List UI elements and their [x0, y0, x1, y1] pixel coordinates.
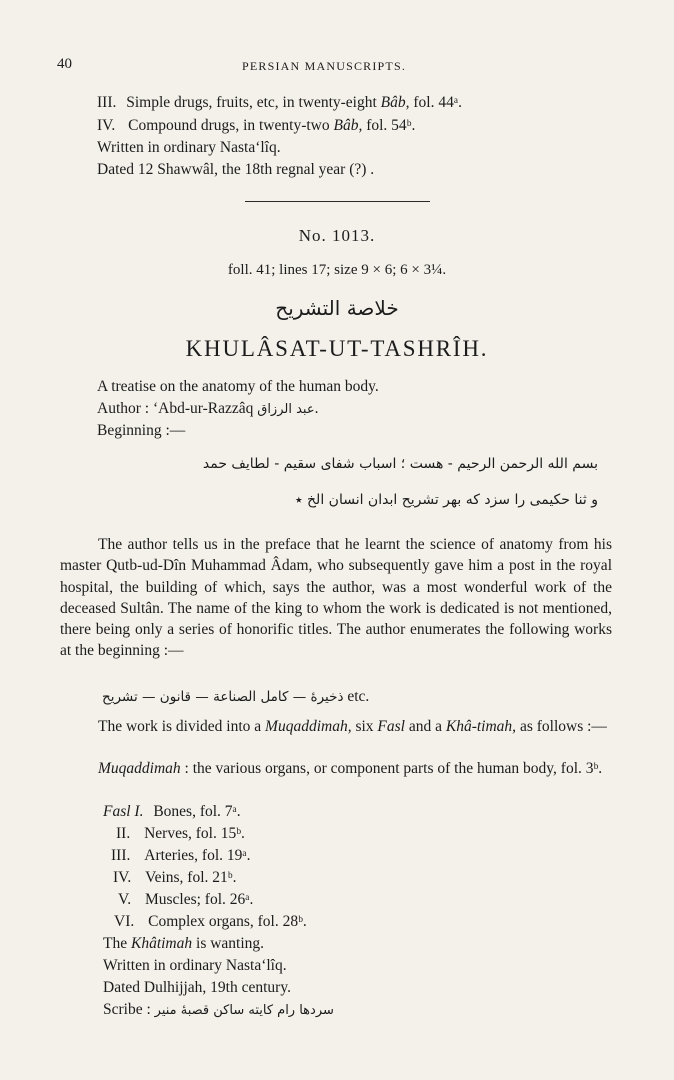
- prev-item-3: [97, 92, 462, 113]
- entry-number: No. 1013.: [298, 226, 376, 245]
- fasl-text: Arteries, fol. 19ᵃ.: [144, 847, 251, 864]
- author-name: ‘Abd-ur-Razzâq: [152, 400, 254, 417]
- author-label: Author :: [97, 400, 150, 417]
- item-folio: fol. 44ᵃ.: [413, 94, 462, 111]
- paragraph-text: The author tells us in the preface that he learnt the science of anatomy from his master Qutb-ud-Dîn Muhammad Âdam, who subsequently gave him a post in the royal hospital, the building of which, says the author, was a most wonderful work of the deceased Sultân. The name of the king to whom the work is dedicated is not mentioned, there being only a series of honorific titles. The author enumerates the following works at the beginning :—: [60, 536, 612, 660]
- fasl-number: VI.: [114, 913, 135, 930]
- term-muqaddimah: Muqaddimah,: [265, 718, 352, 735]
- fasl-item-3: [111, 845, 251, 866]
- running-title: PERSIAN MANUSCRIPTS.: [242, 59, 407, 73]
- page-number: 40: [57, 56, 72, 72]
- fasl-number: II.: [116, 825, 131, 842]
- scribe-line: [103, 999, 334, 1021]
- item-term: Bâb,: [380, 94, 410, 111]
- text-span: as follows :—: [519, 718, 607, 735]
- fasl-text: Veins, fol. 21ᵇ.: [145, 869, 237, 886]
- khatimah-line: [103, 933, 264, 954]
- term-khatimah: Khâtimah: [130, 935, 193, 952]
- author-line: Author : ‘Abd-ur-Razzâq عبد الرزاق.: [97, 400, 319, 417]
- works-etc: etc.: [347, 688, 370, 705]
- term-khatimah: Khâ-timah,: [445, 718, 517, 735]
- entry-title: KHULÂSAT-UT-TASHRÎH.: [185, 336, 489, 361]
- fasl-number: III.: [111, 847, 131, 864]
- item-text: Simple drugs, fruits, etc, in twenty-eight: [126, 94, 377, 111]
- fasl-item-4: [113, 867, 236, 888]
- fasl-number: IV.: [113, 869, 132, 886]
- fasl-text: Nerves, fol. 15ᵇ.: [144, 825, 245, 842]
- body-paragraph-2: [60, 716, 612, 737]
- text-span: six: [355, 718, 374, 735]
- text-span: The work is divided into a: [98, 718, 262, 735]
- beginning-text-line-1: بسم الله الرحمن الرحيم - هست ؛ اسباب شفای سقیم - لطایف حمد: [202, 456, 598, 472]
- entry-details: foll. 41; lines 17; size 9 × 6; 6 × 3¼.: [227, 262, 447, 278]
- paragraph-text: [60, 716, 612, 737]
- scribe-label: Scribe :: [103, 1001, 151, 1018]
- works-line: [102, 688, 369, 706]
- description: A treatise on the anatomy of the human body.: [97, 378, 379, 395]
- text-span: is wanting.: [196, 935, 265, 952]
- item-folio: fol. 54ᵇ.: [366, 117, 416, 134]
- scribe-arabic: سردها رام کایته ساکن قصبهٔ منیر: [154, 1003, 334, 1018]
- fasl-item-5: [118, 889, 253, 910]
- body-paragraph-1: [60, 534, 612, 662]
- fasl-text: Complex organs, fol. 28ᵇ.: [148, 913, 307, 930]
- fasl-number: Fasl I.: [103, 803, 144, 820]
- beginning-label: Beginning :—: [97, 422, 186, 439]
- author-arabic: عبد الرزاق: [257, 402, 315, 417]
- fasl-item-2: [116, 823, 245, 844]
- text-span: The: [103, 935, 128, 952]
- text-span: and a: [408, 718, 442, 735]
- muqaddimah-label: Muqaddimah: [98, 760, 181, 777]
- muqaddimah-text: : the various organs, or component parts of the human body, fol. 3ᵇ.: [184, 760, 603, 777]
- arabic-title: خلاصة التشريح: [275, 296, 399, 320]
- prev-item-4: [97, 115, 415, 136]
- works-arabic: ذخیرهٔ — کامل الصناعة — قانون — تشریح: [102, 689, 344, 705]
- prev-dated: Dated 12 Shawwâl, the 18th regnal year (?) .: [97, 161, 375, 178]
- item-term: Bâb,: [333, 117, 363, 134]
- muqaddimah-item: [60, 758, 612, 779]
- item-text: Compound drugs, in twenty-two: [128, 117, 330, 134]
- fasl-number: V.: [118, 891, 132, 908]
- written-line: Written in ordinary Nasta‘lîq.: [103, 957, 287, 974]
- term-fasl: Fasl: [377, 718, 405, 735]
- fasl-text: Muscles; fol. 26ᵃ.: [144, 891, 254, 908]
- section-divider: [245, 201, 430, 202]
- fasl-item-1: [103, 801, 241, 822]
- prev-written: Written in ordinary Nasta‘lîq.: [97, 139, 281, 156]
- roman-numeral: IV.: [97, 117, 116, 134]
- fasl-text: Bones, fol. 7ᵃ.: [153, 803, 241, 820]
- dated-line: Dated Dulhijjah, 19th century.: [103, 979, 291, 996]
- paragraph-text: [60, 758, 612, 779]
- roman-numeral: III.: [97, 94, 117, 111]
- fasl-item-6: [114, 911, 307, 932]
- beginning-text-line-2: و ثنا حکیمی را سزد که بهر تشریح ابدان انسان الخ ٭: [294, 492, 598, 508]
